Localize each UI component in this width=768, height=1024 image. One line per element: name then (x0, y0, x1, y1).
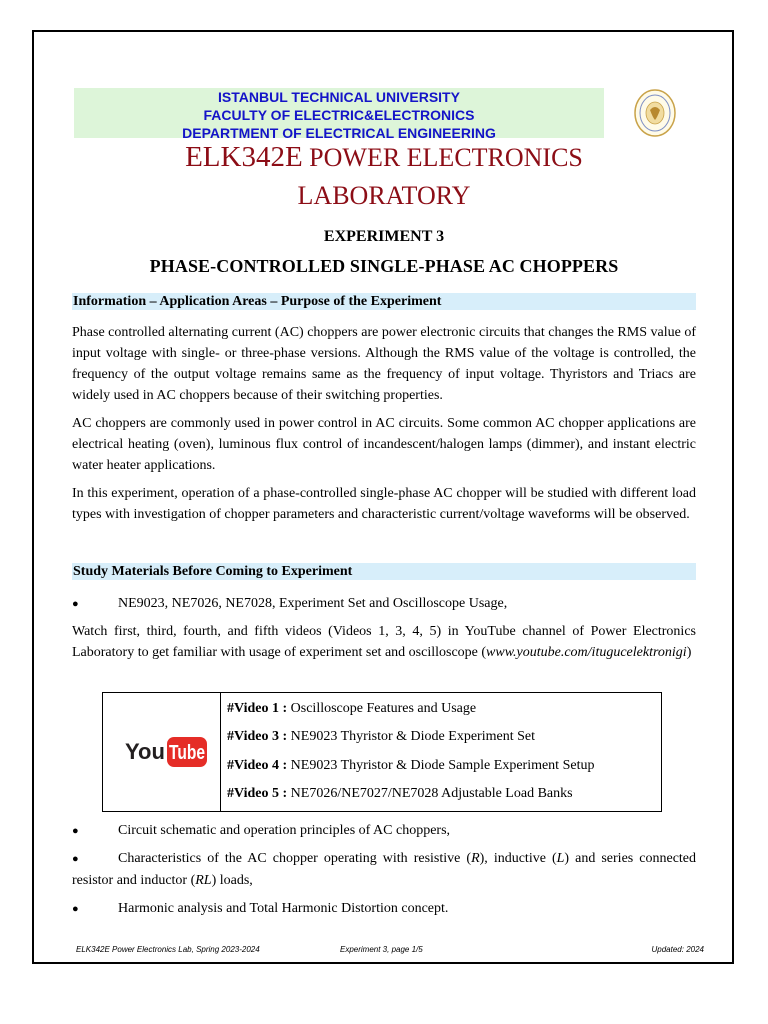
section-heading-text: Study Materials Before Coming to Experiment (73, 564, 353, 579)
youtube-logo-cell (103, 693, 221, 811)
bullet-icon: ● (72, 903, 79, 915)
paren-open: ( (481, 645, 487, 660)
section-heading-text: Information – Application Areas – Purpose of the Experiment (73, 294, 442, 309)
list-item (72, 848, 696, 891)
video-item-5[interactable] (227, 786, 573, 802)
youtube-logo-tube: Tube (169, 742, 205, 764)
bullet-icon: ● (72, 853, 79, 865)
video-label: #Video 1 : (227, 701, 288, 716)
youtube-logo-you: You (125, 739, 165, 764)
bullet-text: ) loads, (211, 873, 253, 888)
youtube-channel-link[interactable]: www.youtube.com/itugucelektronigi (486, 645, 687, 660)
bullet-text: Harmonic analysis and Total Harmonic Distortion concept. (118, 901, 449, 916)
university-header (74, 88, 604, 141)
bullet-text: Circuit schematic and operation principles of AC choppers, (118, 823, 451, 838)
experiment-number: EXPERIMENT 3 (323, 228, 445, 245)
paragraph-purpose: In this experiment, operation of a phase-controlled single-phase AC chopper will be studied with different load types with investigation of chopper parameters and characteristic current/voltage waveforms will be observed. (72, 486, 696, 522)
youtube-logo-icon (103, 693, 220, 811)
section-heading-study-materials (72, 563, 696, 580)
footer-course: ELK342E Power Electronics Lab, Spring 2023-2024 (76, 945, 260, 954)
symbol-l: L (556, 851, 565, 866)
bullet-text: Characteristics of the AC chopper operating with resistive ( (118, 851, 472, 866)
video-item-3[interactable] (227, 729, 535, 745)
course-name-line1: POWER ELECTRONICS (309, 143, 583, 172)
experiment-title: PHASE-CONTROLLED SINGLE-PHASE AC CHOPPERS (149, 256, 619, 276)
bullet-text: ) and series connected resistor and inductor ( (72, 851, 697, 888)
paragraph-applications: AC choppers are commonly used in power control in AC circuits. Some common AC chopper applications are electrical heating (oven), luminous flux control of incandescent/halogen lamps (dimmer), and instant electric water heater applications. (72, 416, 696, 473)
course-title (74, 138, 694, 215)
paragraph-intro: Phase controlled alternating current (AC) choppers are power electronic circuits that changes the RMS value of input voltage with single- or three-phase versions. Although the RMS value of the voltage is controlled, the frequency of the output voltage remains same as the frequency of input voltage. Thyristors and Triacs are widely used in AC choppers because of their switching properties. (72, 325, 696, 403)
university-name: ISTANBUL TECHNICAL UNIVERSITY (218, 89, 460, 105)
video-title: NE7026/NE7027/NE7028 Adjustable Load Banks (290, 786, 573, 801)
course-name-line2: LABORATORY (297, 181, 471, 210)
paren-close: ) (686, 645, 692, 660)
paragraph-watch-videos (72, 621, 696, 663)
bullet-text: NE9023, NE7026, NE7028, Experiment Set and Oscilloscope Usage, (118, 596, 508, 611)
bullet-icon: ● (72, 598, 79, 610)
university-seal-icon (630, 88, 680, 138)
department-name: DEPARTMENT OF ELECTRICAL ENGINEERING (182, 125, 496, 141)
footer-page: Experiment 3, page 1/5 (340, 945, 423, 954)
list-item (72, 820, 696, 842)
watch-text: Watch first, third, fourth, and fifth videos (Videos 1, 3, 4, 5) in YouTube channel of Power Electronics Laboratory to get familiar with usage of experiment set and oscilloscope (72, 624, 696, 660)
video-title: NE9023 Thyristor & Diode Sample Experiment Setup (290, 758, 595, 773)
list-item (72, 898, 696, 920)
video-item-4[interactable] (227, 758, 594, 774)
video-label: #Video 4 : (227, 758, 288, 773)
page-footer (76, 945, 704, 959)
section-heading-information (72, 293, 696, 310)
symbol-rl: RL (195, 873, 212, 888)
symbol-r: R (471, 851, 480, 866)
course-code: ELK342E (185, 141, 303, 173)
footer-updated: Updated: 2024 (651, 945, 704, 954)
video-item-1[interactable] (227, 701, 476, 717)
faculty-name: FACULTY OF ELECTRIC&ELECTRONICS (203, 107, 475, 123)
bullet-icon: ● (72, 825, 79, 837)
video-label: #Video 5 : (227, 786, 288, 801)
video-table (102, 692, 662, 812)
bullet-text: ), inductive ( (479, 851, 557, 866)
video-label: #Video 3 : (227, 729, 288, 744)
video-title: Oscilloscope Features and Usage (290, 701, 477, 716)
list-item (72, 593, 696, 615)
video-title: NE9023 Thyristor & Diode Experiment Set (290, 729, 535, 744)
